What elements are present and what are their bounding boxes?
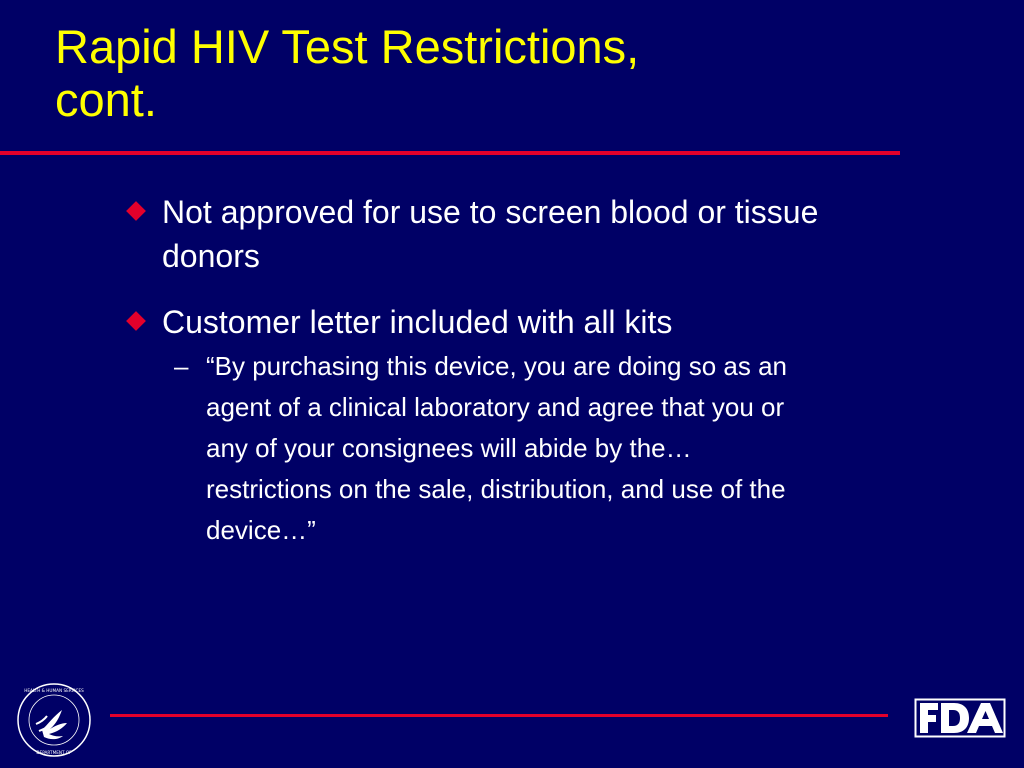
bullet-text: Customer letter included with all kits — [162, 304, 673, 340]
title-divider — [0, 151, 900, 155]
fda-logo-icon — [914, 698, 1006, 738]
hhs-seal-text-bottom: DEPARTMENT OF — [36, 750, 72, 755]
hhs-seal-text: HEALTH & HUMAN SERVICES — [24, 688, 84, 693]
hhs-seal-icon — [14, 680, 94, 760]
sub-bullet-item — [168, 346, 806, 551]
diamond-bullet-icon — [126, 201, 146, 221]
title-line-1: Rapid HIV Test Restrictions, — [55, 20, 640, 73]
bullet-item-1 — [124, 190, 884, 278]
bullet-text: Not approved for use to screen blood or tissue donors — [162, 194, 819, 274]
bullet-item-2 — [124, 300, 884, 344]
footer-divider — [110, 714, 888, 717]
slide-title — [55, 20, 875, 126]
bullet-list — [124, 190, 884, 551]
dash-marker: – — [174, 351, 189, 381]
diamond-bullet-icon — [126, 311, 146, 331]
title-line-2: cont. — [55, 73, 157, 126]
sub-bullet-text: “By purchasing this device, you are doing so as an agent of a clinical laboratory and agree that you or any of your consignees will abide by the…restrictions on the sale, distribution, and use of the device…” — [206, 351, 788, 545]
